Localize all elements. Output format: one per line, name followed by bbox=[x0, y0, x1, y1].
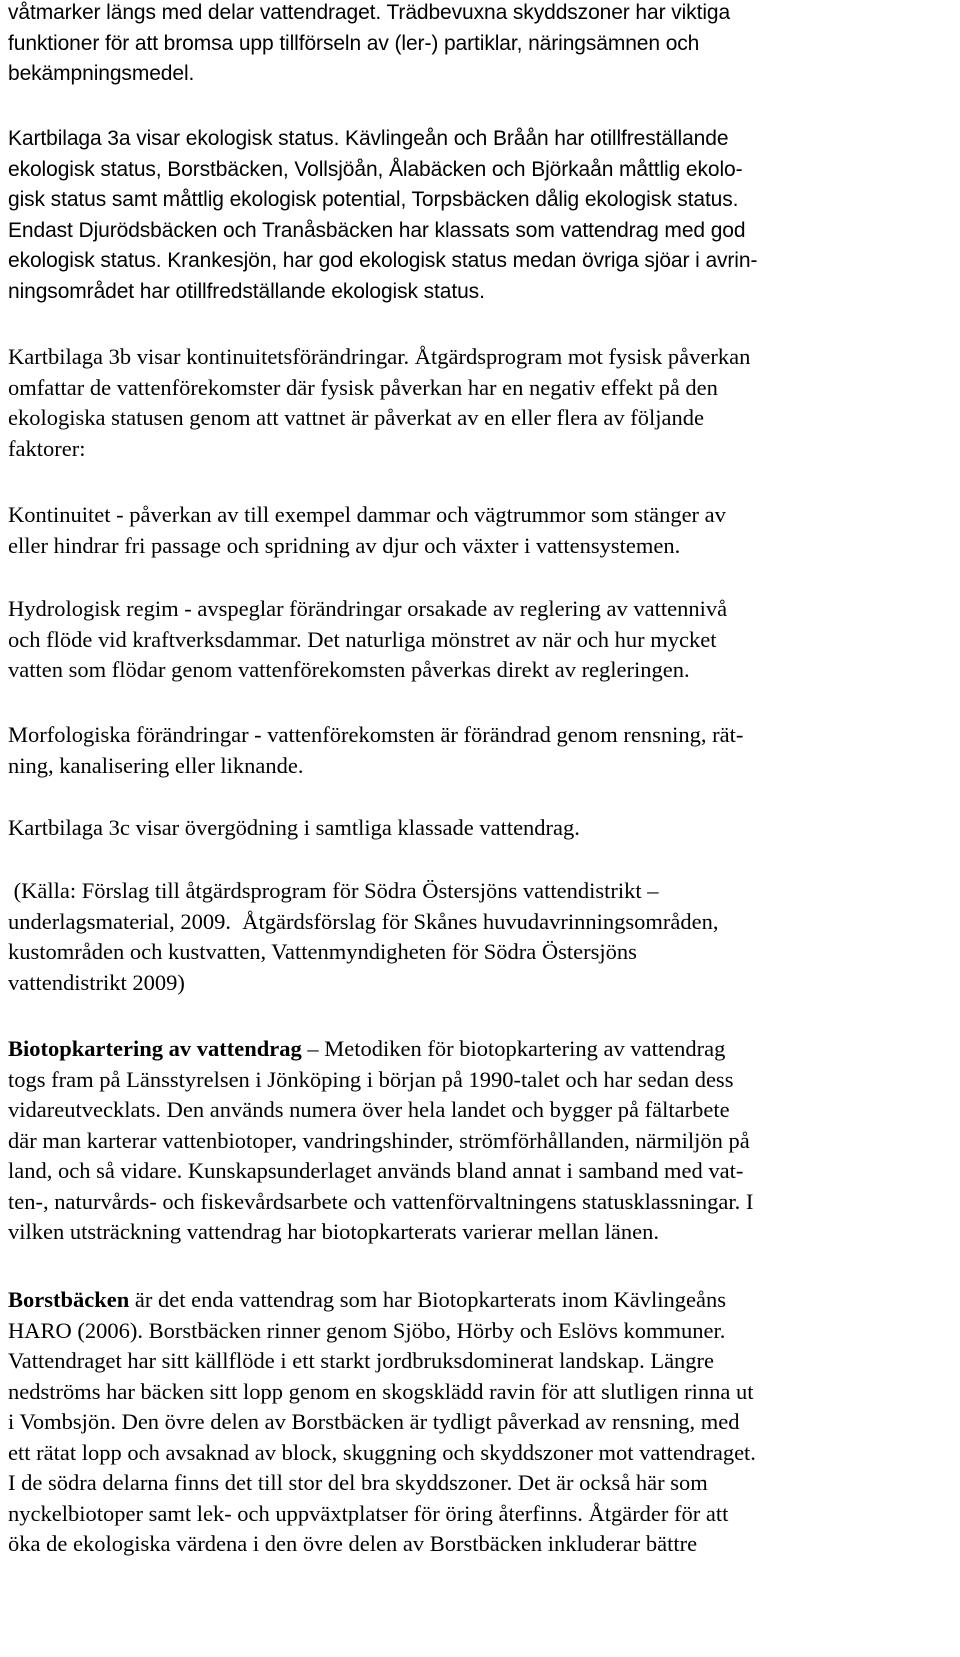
paragraph-ecological-status bbox=[8, 124, 912, 307]
text-line: ten-, naturvårds- och fiskevårdsarbete och vattenförvaltningens statusklassningar. I bbox=[8, 1188, 754, 1214]
paragraph-morphological-changes bbox=[8, 720, 912, 781]
text-line: ekologiska statusen genom att vattnet är påverkat av en eller flera av följande bbox=[8, 405, 704, 430]
text-line: land, och så vidare. Kunskapsunderlaget används bland annat i samband med vat- bbox=[8, 1158, 744, 1183]
paragraph-biotope-mapping bbox=[8, 1034, 912, 1248]
text-line: vatten som flödar genom vattenförekomsten påverkas direkt av regleringen. bbox=[8, 657, 690, 682]
bold-lead-term: Borstbäcken bbox=[8, 1287, 130, 1312]
text-line: ningsområdet har otillfredställande ekologisk status. bbox=[8, 279, 485, 303]
text-line-rest: – Metodiken för biotopkartering av vattendrag bbox=[301, 1036, 726, 1061]
text-line: Hydrologisk regim - avspeglar förändringar orsakade av reglering av vattennivå bbox=[8, 596, 728, 621]
text-line: (Källa: Förslag till åtgärdsprogram för Södra Östersjöns vattendistrikt – bbox=[8, 878, 659, 903]
text-line: underlagsmaterial, 2009. Åtgärdsförslag för Skånes huvudavrinningsområden, bbox=[8, 908, 719, 934]
paragraph-source-citation bbox=[8, 876, 912, 998]
text-line: gisk status samt måttlig ekologisk potential, Torpsbäcken dålig ekologisk status. bbox=[8, 188, 739, 211]
text-line: nyckelbiotoper samt lek- och uppväxtplatser för öring återfinns. Åtgärder för att bbox=[8, 1500, 729, 1526]
text-line bbox=[8, 1034, 912, 1065]
text-line: Kontinuitet - påverkan av till exempel dammar och vägtrummor som stänger av bbox=[8, 502, 726, 527]
text-line: Endast Djurödsbäcken och Tranåsbäcken har klassats som vattendrag med god bbox=[8, 218, 746, 242]
text-line: ekologisk status. Krankesjön, har god ekologisk status medan övriga sjöar i avrin- bbox=[8, 249, 758, 272]
text-line: omfattar de vattenförekomster där fysisk påverkan har en negativ effekt på den bbox=[8, 374, 718, 400]
text-line: och flöde vid kraftverksdammar. Det naturliga mönstret av när och hur mycket bbox=[8, 626, 717, 652]
bold-lead-term: Biotopkartering av vattendrag bbox=[8, 1036, 302, 1061]
text-line: funktioner för att bromsa upp tillförseln av (ler-) partiklar, näringsämnen och bbox=[8, 31, 700, 55]
text-line: Kartbilaga 3c visar övergödning i samtliga klassade vattendrag. bbox=[8, 815, 580, 840]
text-line: kustområden och kustvatten, Vattenmyndigheten för Södra Östersjöns bbox=[8, 939, 637, 964]
paragraph-eutrophication bbox=[8, 813, 912, 844]
text-line: HARO (2006). Borstbäcken rinner genom Sjöbo, Hörby och Eslövs kommuner. bbox=[8, 1317, 726, 1343]
text-line: eller hindrar fri passage och spridning av djur och växter i vattensystemen. bbox=[8, 532, 681, 558]
paragraph-continuity-changes bbox=[8, 342, 912, 464]
text-line: ett rätat lopp och avsaknad av block, skuggning och skyddszoner mot vattendraget. bbox=[8, 1439, 756, 1465]
text-line: Kartbilaga 3a visar ekologisk status. Kävlingeån och Bråån har otillfreställande bbox=[8, 127, 729, 150]
text-line: faktorer: bbox=[8, 435, 86, 461]
text-line bbox=[8, 1285, 912, 1316]
paragraph-borstbacken bbox=[8, 1285, 912, 1560]
text-line: vidareutvecklats. Den används numera över hela landet och bygger på fältarbete bbox=[8, 1097, 730, 1122]
text-line: Vattendraget har sitt källflöde i ett starkt jordbruksdominerat landskap. Längre bbox=[8, 1348, 715, 1373]
text-line: Morfologiska förändringar - vattenförekomsten är förändrad genom rensning, rät- bbox=[8, 722, 744, 747]
text-line: öka de ekologiska värdena i den övre delen av Borstbäcken inkluderar bättre bbox=[8, 1531, 698, 1556]
text-line: vilken utsträckning vattendrag har biotopkarterats varierar mellan länen. bbox=[8, 1219, 659, 1244]
text-line: nedströms har bäcken sitt lopp genom en skogsklädd ravin för att slutligen rinna ut bbox=[8, 1378, 754, 1404]
text-line: i Vombsjön. Den övre delen av Borstbäcken är tydligt påverkad av rensning, med bbox=[8, 1409, 740, 1434]
text-line-rest: är det enda vattendrag som har Biotopkarterats inom Kävlingeåns bbox=[129, 1287, 726, 1312]
text-line: vattendistrikt 2009) bbox=[8, 969, 185, 995]
paragraph-continuity bbox=[8, 500, 912, 561]
text-line: togs fram på Länsstyrelsen i Jönköping i början på 1990-talet och har sedan dess bbox=[8, 1066, 734, 1092]
text-line: ning, kanalisering eller liknande. bbox=[8, 752, 304, 778]
text-line: ekologisk status, Borstbäcken, Vollsjöån, Ålabäcken och Björkaån måttlig ekolo- bbox=[8, 157, 743, 181]
text-line: bekämpningsmedel. bbox=[8, 62, 195, 85]
paragraph-wetlands bbox=[8, 0, 912, 90]
paragraph-hydrological-regime bbox=[8, 594, 912, 686]
text-line: Kartbilaga 3b visar kontinuitetsförändringar. Åtgärdsprogram mot fysisk påverkan bbox=[8, 344, 751, 369]
text-line: våtmarker längs med delar vattendraget. Trädbevuxna skyddszoner har viktiga bbox=[8, 1, 731, 24]
text-line: I de södra delarna finns det till stor del bra skyddszoner. Det är också här som bbox=[8, 1470, 708, 1495]
text-line: där man karterar vattenbiotoper, vandringshinder, strömförhållanden, närmiljön på bbox=[8, 1127, 750, 1153]
